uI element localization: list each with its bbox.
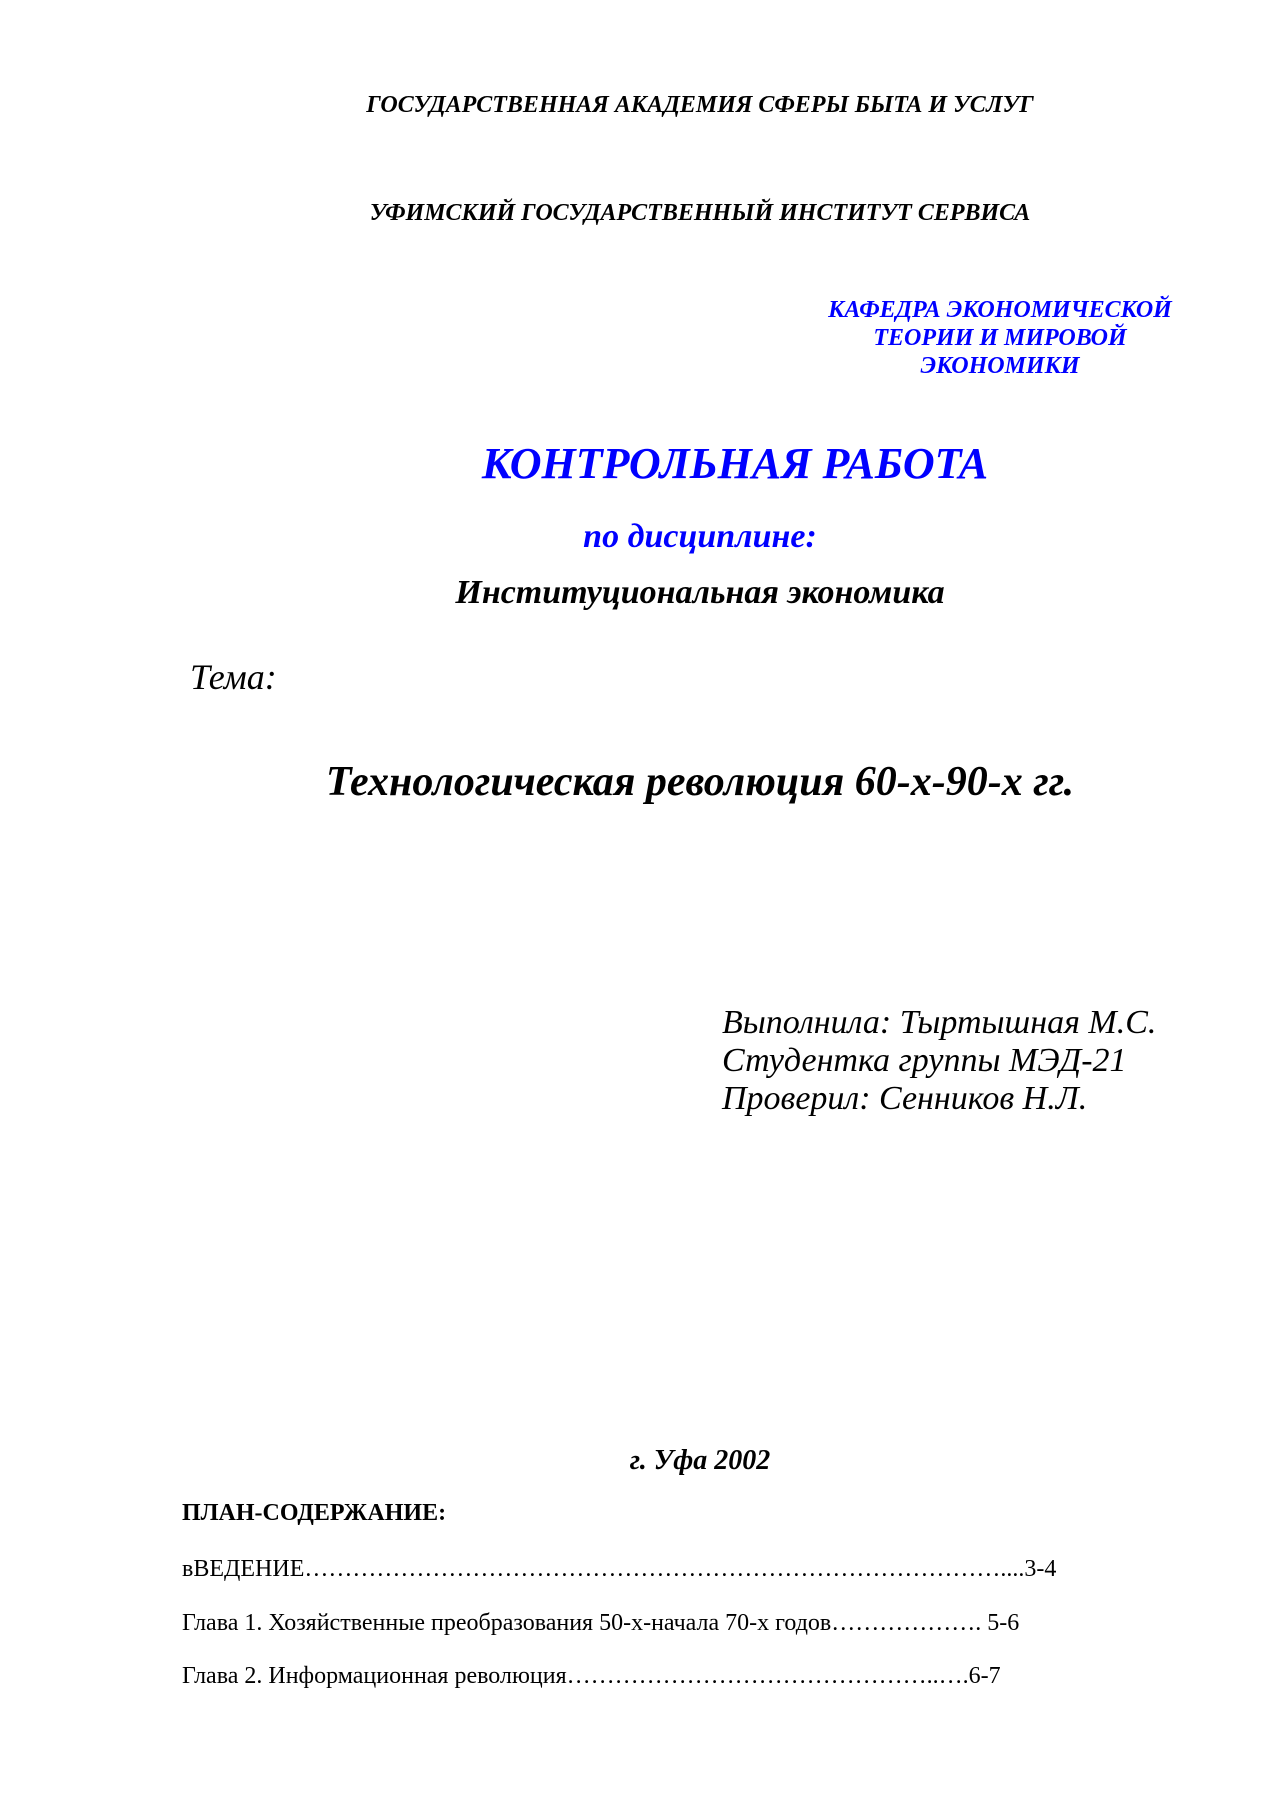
institute-name: УФИМСКИЙ ГОСУДАРСТВЕННЫЙ ИНСТИТУТ СЕРВИСА <box>369 200 1031 226</box>
academy-name: ГОСУДАРСТВЕННАЯ АКАДЕМИЯ СФЕРЫ БЫТА И УСЛУГ <box>366 92 1034 118</box>
topic-title: Технологическая революция 60-х-90-х гг. <box>325 759 1075 805</box>
department-line: ТЕОРИИ И МИРОВОЙ <box>873 325 1127 351</box>
department-line: КАФЕДРА ЭКОНОМИЧЕСКОЙ <box>828 297 1172 323</box>
toc-item-chapter-1: Глава 1. Хозяйственные преобразования 50-х-начала 70-х годов………………. 5-6 <box>182 1610 1020 1636</box>
department-line: ЭКОНОМИКИ <box>920 353 1080 379</box>
toc-item-introduction: вВЕДЕНИЕ……………………………………………………………………………....3-4 <box>182 1556 1057 1582</box>
checked-by: Проверил: Сенников Н.Л. <box>722 1080 1088 1117</box>
toc-item-chapter-2: Глава 2. Информационная революция………………………………………..….6-7 <box>182 1663 1001 1689</box>
performed-by: Выполнила: Тыртышная М.С. <box>722 1004 1157 1041</box>
credits-block <box>722 1004 1156 1118</box>
topic-label: Тема: <box>190 657 277 697</box>
student-group: Студентка группы МЭД-21 <box>722 1042 1127 1079</box>
discipline-name: Институциональная экономика <box>455 574 945 611</box>
discipline-label: по дисциплине: <box>583 518 817 555</box>
work-type-title: КОНТРОЛЬНАЯ РАБОТА <box>481 439 989 488</box>
city-year: г. Уфа 2002 <box>629 1445 771 1476</box>
department-name <box>800 296 1200 380</box>
toc-title: ПЛАН-СОДЕРЖАНИЕ: <box>182 1500 447 1526</box>
